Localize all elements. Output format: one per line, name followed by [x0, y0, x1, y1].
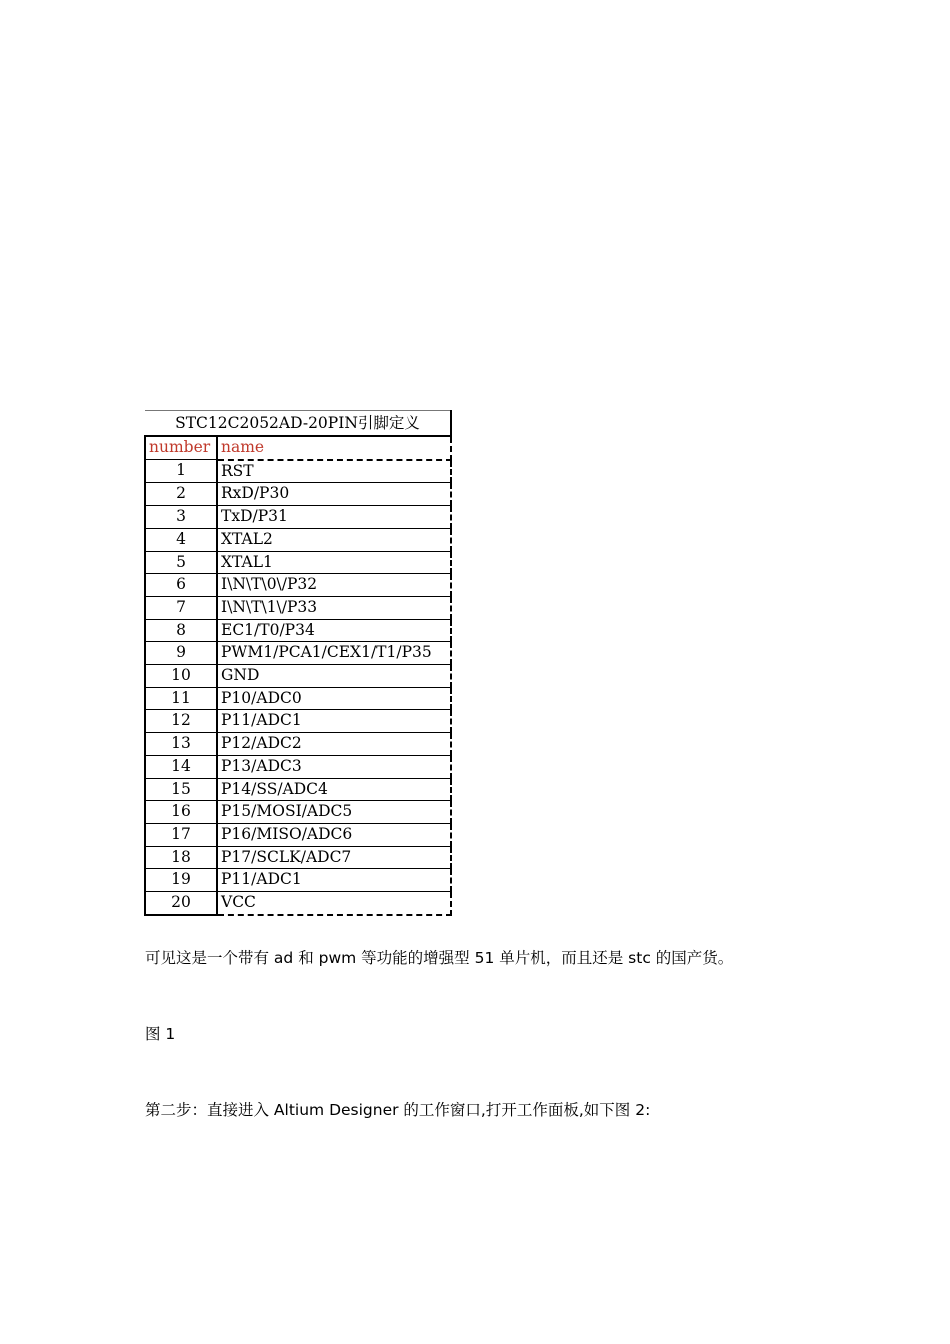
pin-name: P13/ADC3	[217, 755, 451, 778]
table-row	[145, 846, 451, 869]
table-row	[145, 596, 451, 619]
pin-number: 11	[145, 687, 217, 710]
pin-number: 6	[145, 574, 217, 597]
pin-name: TxD/P31	[217, 506, 451, 529]
table-row	[145, 778, 451, 801]
header-number: number	[145, 436, 217, 460]
pin-number: 16	[145, 801, 217, 824]
table-row	[145, 801, 451, 824]
pin-number: 15	[145, 778, 217, 801]
pin-number: 1	[145, 460, 217, 483]
pin-number: 14	[145, 755, 217, 778]
table-row	[145, 642, 451, 665]
header-name: name	[217, 436, 451, 460]
pin-name: P17/SCLK/ADC7	[217, 846, 451, 869]
pin-name: XTAL2	[217, 528, 451, 551]
pin-number: 20	[145, 892, 217, 915]
pin-number: 17	[145, 823, 217, 846]
pin-number: 7	[145, 596, 217, 619]
table-row	[145, 869, 451, 892]
pin-name: EC1/T0/P34	[217, 619, 451, 642]
pin-name: P11/ADC1	[217, 869, 451, 892]
table-row	[145, 823, 451, 846]
paragraph-description: 可见这是一个带有 ad 和 pwm 等功能的增强型 51 单片机，而且还是 stc 的国产货。	[145, 949, 734, 967]
pin-name: P10/ADC0	[217, 687, 451, 710]
table-row	[145, 687, 451, 710]
table-row	[145, 733, 451, 756]
pin-definition-table	[144, 410, 452, 916]
table-row	[145, 574, 451, 597]
pin-number: 10	[145, 665, 217, 688]
figure-caption: 图 1	[145, 1025, 176, 1043]
pin-name: VCC	[217, 892, 451, 915]
pin-number: 8	[145, 619, 217, 642]
pin-name: GND	[217, 665, 451, 688]
pin-number: 3	[145, 506, 217, 529]
pin-name: P11/ADC1	[217, 710, 451, 733]
paragraph-step-two: 第二步：直接进入 Altium Designer 的工作窗口,打开工作面板,如下图 2:	[145, 1101, 651, 1119]
table-row	[145, 619, 451, 642]
pin-name: PWM1/PCA1/CEX1/T1/P35	[217, 642, 451, 665]
table-title-row	[145, 411, 451, 437]
table-row	[145, 551, 451, 574]
table-title: STC12C2052AD-20PIN引脚定义	[145, 411, 451, 437]
table-row	[145, 665, 451, 688]
pin-number: 12	[145, 710, 217, 733]
pin-number: 19	[145, 869, 217, 892]
pin-number: 5	[145, 551, 217, 574]
table-row	[145, 710, 451, 733]
pin-name: RST	[217, 460, 451, 483]
pin-name: XTAL1	[217, 551, 451, 574]
pin-name: P15/MOSI/ADC5	[217, 801, 451, 824]
table-row	[145, 528, 451, 551]
pin-name: I\N\T\1\/P33	[217, 596, 451, 619]
pin-name: RxD/P30	[217, 483, 451, 506]
pin-number: 18	[145, 846, 217, 869]
pin-name: P14/SS/ADC4	[217, 778, 451, 801]
table-row	[145, 892, 451, 915]
table-row	[145, 755, 451, 778]
table-row	[145, 483, 451, 506]
pin-number: 2	[145, 483, 217, 506]
table-row	[145, 506, 451, 529]
pin-name: I\N\T\0\/P32	[217, 574, 451, 597]
table-header-row	[145, 436, 451, 460]
pin-number: 9	[145, 642, 217, 665]
pin-name: P16/MISO/ADC6	[217, 823, 451, 846]
pin-number: 13	[145, 733, 217, 756]
table-row	[145, 460, 451, 483]
pin-number: 4	[145, 528, 217, 551]
pin-name: P12/ADC2	[217, 733, 451, 756]
pin-table-body	[145, 411, 451, 915]
